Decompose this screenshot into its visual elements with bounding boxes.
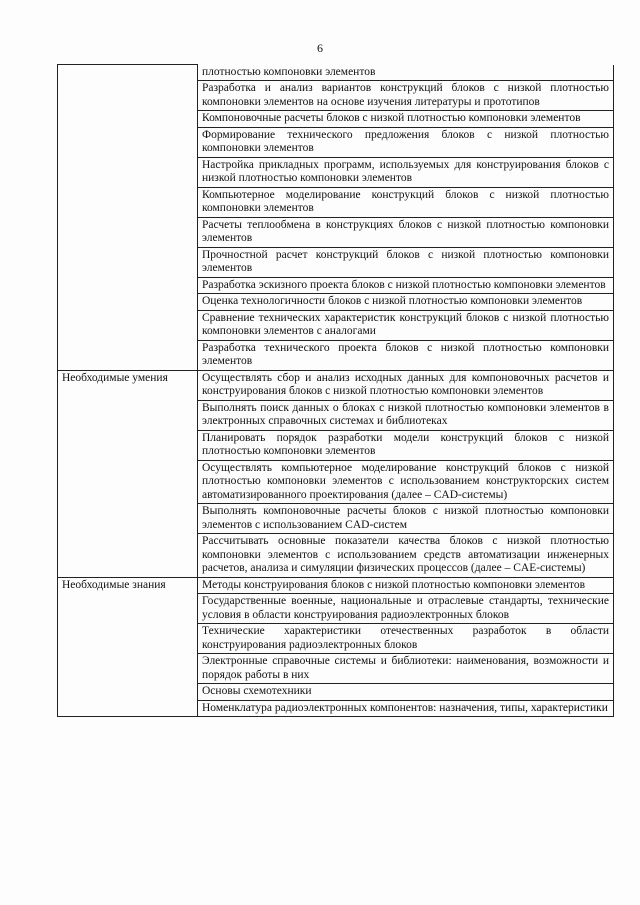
item-text: Основы схемотехники (198, 684, 614, 701)
item-text: Формирование технического предложения блоков с низкой плотностью компоновки элементов (198, 127, 614, 157)
item-text: Разработка технического проекта блоков с низкой плотностью компоновки элементов (198, 340, 614, 370)
item-text: Осуществлять компьютерное моделирование конструкций блоков с низкой плотностью компоновки элементов с использованием конструкторских систем автоматизированного проектирования (далее – CAD-системы) (198, 460, 614, 504)
table-row (58, 65, 614, 81)
page-number: 6 (317, 41, 323, 55)
item-text: Выполнять компоновочные расчеты блоков с низкой плотностью компоновки элементов с использованием CAD-систем (198, 504, 614, 534)
item-text: плотностью компоновки элементов (198, 65, 614, 81)
item-text: Компоновочные расчеты блоков с низкой плотностью компоновки элементов (198, 111, 614, 128)
section-label: Необходимые знания (58, 577, 198, 717)
item-text: Номенклатура радиоэлектронных компонентов: назначения, типы, характеристики (198, 700, 614, 717)
item-text: Технические характеристики отечественных разработок в области конструирования радиоэлектронных блоков (198, 624, 614, 654)
item-text: Планировать порядок разработки модели конструкций блоков с низкой плотностью компоновки элементов (198, 430, 614, 460)
table-body (58, 65, 614, 717)
item-text: Компьютерное моделирование конструкций блоков с низкой плотностью компоновки элементов (198, 187, 614, 217)
table-row (58, 370, 614, 400)
item-text: Выполнять поиск данных о блоках с низкой плотностью компоновки элементов в электронных справочных системах и библиотеках (198, 400, 614, 430)
item-text: Настройка прикладных программ, используемых для конструирования блоков с низкой плотностью компоновки элементов (198, 157, 614, 187)
item-text: Сравнение технических характеристик конструкций блоков с низкой плотностью компоновки элементов с аналогами (198, 310, 614, 340)
item-text: Государственные военные, национальные и отраслевые стандарты, технические условия в области конструирования радиоэлектронных блоков (198, 594, 614, 624)
item-text: Разработка эскизного проекта блоков с низкой плотностью компоновки элементов (198, 277, 614, 294)
item-text: Методы конструирования блоков с низкой плотностью компоновки элементов (198, 577, 614, 594)
item-text: Осуществлять сбор и анализ исходных данных для компоновочных расчетов и конструирования блоков с низкой плотностью компоновки элементов (198, 370, 614, 400)
item-text: Оценка технологичности блоков с низкой плотностью компоновки элементов (198, 294, 614, 311)
item-text: Электронные справочные системы и библиотеки: наименования, возможности и порядок работы в них (198, 654, 614, 684)
table-row (58, 577, 614, 594)
item-text: Разработка и анализ вариантов конструкций блоков с низкой плотностью компоновки элементов на основе изучения литературы и прототипов (198, 81, 614, 111)
item-text: Расчеты теплообмена в конструкциях блоков с низкой плотностью компоновки элементов (198, 217, 614, 247)
item-text: Прочностной расчет конструкций блоков с низкой плотностью компоновки элементов (198, 247, 614, 277)
section-label: Необходимые умения (58, 370, 198, 577)
item-text: Рассчитывать основные показатели качества блоков с низкой плотностью компоновки элементов с использованием средств автоматизации инженерных расчетов, анализа и симуляции физических процессов (далее – CAE-системы) (198, 534, 614, 578)
section-label (58, 65, 198, 371)
competency-table (57, 64, 614, 717)
